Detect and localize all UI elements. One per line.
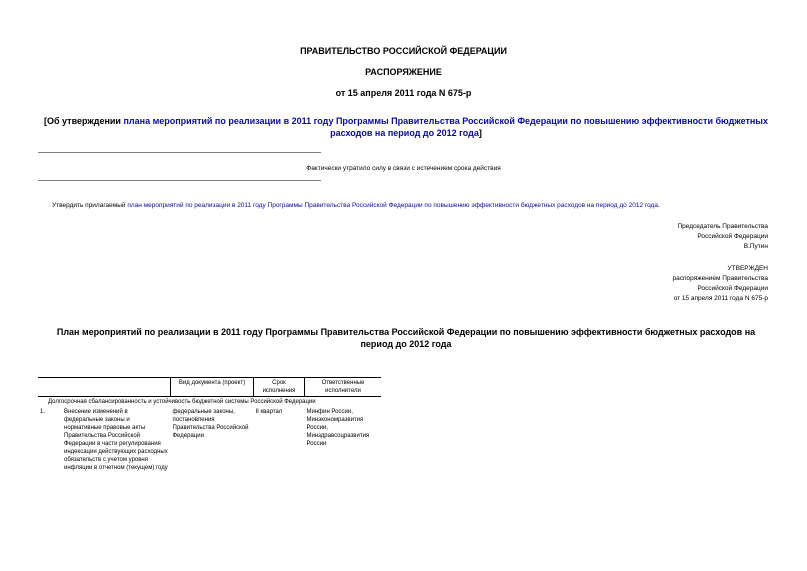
- header-executors: Ответственные исполнители: [305, 378, 382, 397]
- row-measure: Внесение изменений в федеральные законы и нормативные правовые акты Правительства Российской Федерации в части регулирования индексации действующих расходных обязательств с учетом уровня инфляции в отчетном (текущем) году: [64, 409, 168, 471]
- body-suffix: .: [657, 202, 660, 209]
- title-link[interactable]: плана мероприятий по реализации в 2011 году Программы Правительства Российской Федерации по повышению эффективности бюджетных расходов на период до 2012 года: [123, 116, 768, 138]
- signature-name: В.Путин: [743, 243, 768, 250]
- body-paragraph: [52, 202, 772, 209]
- approval-block: [673, 264, 768, 304]
- header-number: [38, 378, 62, 397]
- approval-country: Российской Федерации: [697, 285, 768, 292]
- status-note: Фактически утратило силу в связи с истечением срока действия: [306, 165, 501, 172]
- row-term: II квартал: [255, 409, 283, 415]
- body-prefix: Утвердить прилагаемый: [52, 202, 128, 209]
- row-executors: Минфин России, Минэкономразвития России, Минздравсоцразвития России: [306, 409, 370, 447]
- section-row: [38, 397, 381, 408]
- divider-top: [38, 152, 321, 153]
- approval-stamp: УТВЕРЖДЕН: [727, 265, 768, 272]
- plan-table: [38, 377, 381, 473]
- document-date: от 15 апреля 2011 года N 675-р: [335, 88, 472, 98]
- table-row: [38, 407, 381, 473]
- document-type: РАСПОРЯЖЕНИЕ: [365, 67, 442, 77]
- signature-block: [677, 222, 768, 252]
- header-measure: [62, 378, 171, 397]
- header-doc-type: Вид документа (проект): [171, 378, 254, 397]
- signature-country: Российской Федерации: [697, 233, 768, 240]
- row-doc-type: федеральные законы, постановления Правительства Российской Федерации: [172, 409, 249, 439]
- header-term: Срок исполнения: [254, 378, 305, 397]
- approval-date: от 15 апреля 2011 года N 675-р: [673, 295, 768, 302]
- row-number: 1.: [40, 409, 46, 415]
- title-bracket-close: ]: [478, 128, 482, 138]
- body-link[interactable]: план мероприятий по реализации в 2011 году Программы Правительства Российской Федерации по повышению эффективности бюджетных расходов на период до 2012 года: [127, 202, 658, 209]
- title-bracket-open: [Об утверждении: [43, 116, 124, 126]
- section-title: Долгосрочная сбалансированность и устойчивость бюджетной системы Российской Федерации: [48, 399, 316, 405]
- plan-title: План мероприятий по реализации в 2011 году Программы Правительства Российской Федерации по повышению эффективности бюджетных расходов на период до 2012 года: [56, 327, 756, 349]
- government-heading: ПРАВИТЕЛЬСТВО РОССИЙСКОЙ ФЕДЕРАЦИИ: [300, 46, 507, 56]
- approval-by: распоряжением Правительства: [672, 275, 768, 282]
- signature-position: Председатель Правительства: [677, 223, 768, 230]
- document-title: [40, 115, 772, 139]
- divider-bottom: [38, 180, 321, 181]
- table-header-row: [38, 378, 381, 397]
